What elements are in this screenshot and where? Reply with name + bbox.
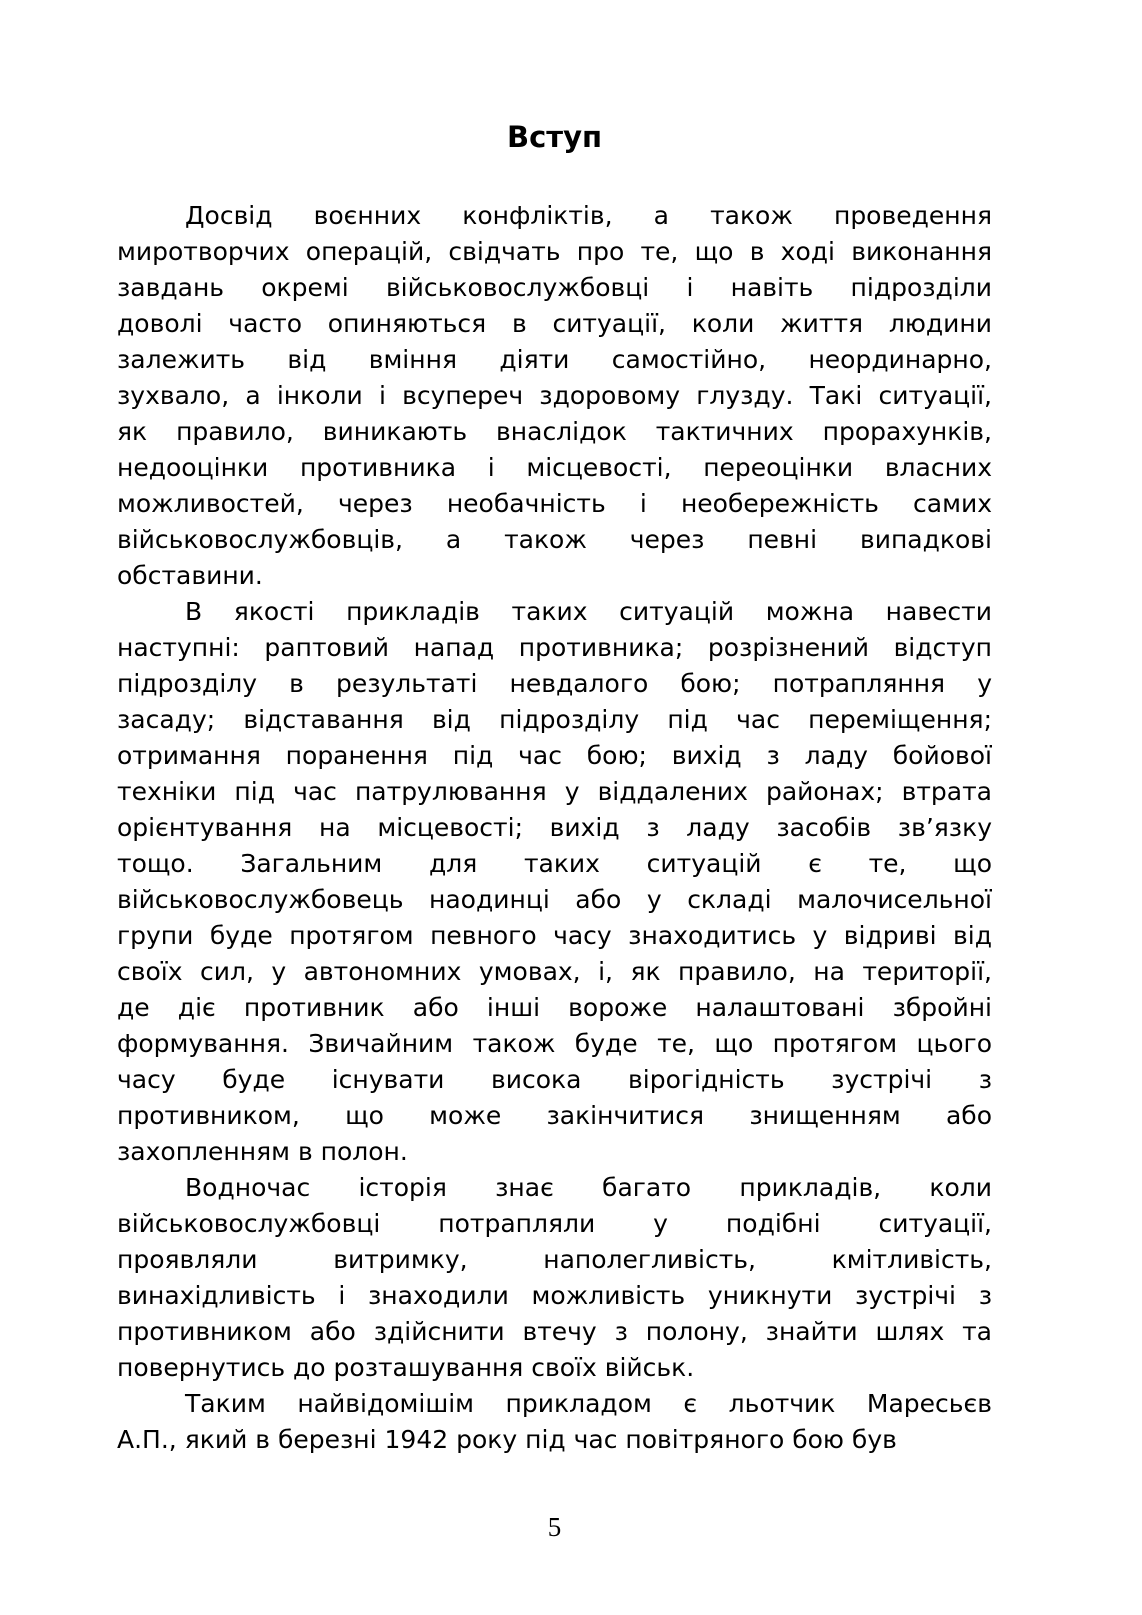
text-line: де діє противник або інші вороже налаштовані збройні <box>117 993 992 1022</box>
text-line: доволі часто опиняються в ситуації, коли життя людини <box>117 309 992 338</box>
text-line: Таким найвідомішім прикладом є льотчик Маресьєв <box>185 1389 992 1418</box>
text-line: залежить від вміння діяти самостійно, неординарно, <box>117 345 992 374</box>
page-title: Вступ <box>506 120 603 154</box>
text-line: формування. Звичайним також буде те, що протягом цього <box>117 1029 992 1058</box>
text-line: наступні: раптовий напад противника; розрізнений відступ <box>117 633 992 662</box>
paragraph <box>117 1170 992 1386</box>
text-block <box>117 118 992 1458</box>
text-line: військовослужбовців, а також через певні випадкові <box>117 525 992 554</box>
text-line: завдань окремі військовослужбовці і навіть підрозділи <box>117 273 992 302</box>
text-line: часу буде існувати висока вірогідність зустрічі з <box>117 1065 992 1094</box>
text-line: недооцінки противника і місцевості, переоцінки власних <box>117 453 992 482</box>
text-line: Водночас історія знає багато прикладів, коли <box>185 1173 992 1202</box>
text-line: можливостей, через необачність і необережність самих <box>117 489 992 518</box>
text-line: миротворчих операцій, свідчать про те, що в ході виконання <box>117 237 992 266</box>
text-line: А.П., який в березні 1942 року під час повітряного бою був <box>117 1425 897 1454</box>
text-line: тощо. Загальним для таких ситуацій є те, що <box>117 849 992 878</box>
text-line: проявляли витримку, наполегливість, кмітливість, <box>117 1245 992 1274</box>
text-line: військовослужбовці потрапляли у подібні ситуації, <box>117 1209 992 1238</box>
text-line: винахідливість і знаходили можливість уникнути зустрічі з <box>117 1281 992 1310</box>
paragraph <box>117 594 992 1170</box>
text-line: зухвало, а інколи і всупереч здоровому глузду. Такі ситуації, <box>117 381 992 410</box>
text-line: захопленням в полон. <box>117 1137 408 1166</box>
text-line: противником або здійснити втечу з полону, знайти шлях та <box>117 1317 992 1346</box>
text-line: військовослужбовець наодинці або у складі малочисельної <box>117 885 992 914</box>
paragraph <box>117 1386 992 1458</box>
paragraph <box>117 198 992 594</box>
text-line: Досвід воєнних конфліктів, а також проведення <box>185 201 992 230</box>
text-line: повернутись до розташування своїх військ. <box>117 1353 695 1382</box>
paragraphs-container <box>117 198 992 1458</box>
text-line: техніки під час патрулювання у віддалених районах; втрата <box>117 777 992 806</box>
text-line: засаду; відставання від підрозділу під час переміщення; <box>117 705 992 734</box>
text-line: як правило, виникають внаслідок тактичних прорахунків, <box>117 417 992 446</box>
text-line: групи буде протягом певного часу знаходитись у відриві від <box>117 921 992 950</box>
text-line: отримання поранення під час бою; вихід з ладу бойової <box>117 741 992 770</box>
text-line: підрозділу в результаті невдалого бою; потрапляння у <box>117 669 992 698</box>
text-line: обставини. <box>117 561 263 590</box>
text-line: своїх сил, у автономних умовах, і, як правило, на території, <box>117 957 992 986</box>
page-number: 5 <box>547 1512 562 1542</box>
text-line: противником, що може закінчитися знищенням або <box>117 1101 992 1130</box>
text-line: В якості прикладів таких ситуацій можна навести <box>185 597 992 626</box>
text-line: орієнтування на місцевості; вихід з ладу засобів зв’язку <box>117 813 992 842</box>
